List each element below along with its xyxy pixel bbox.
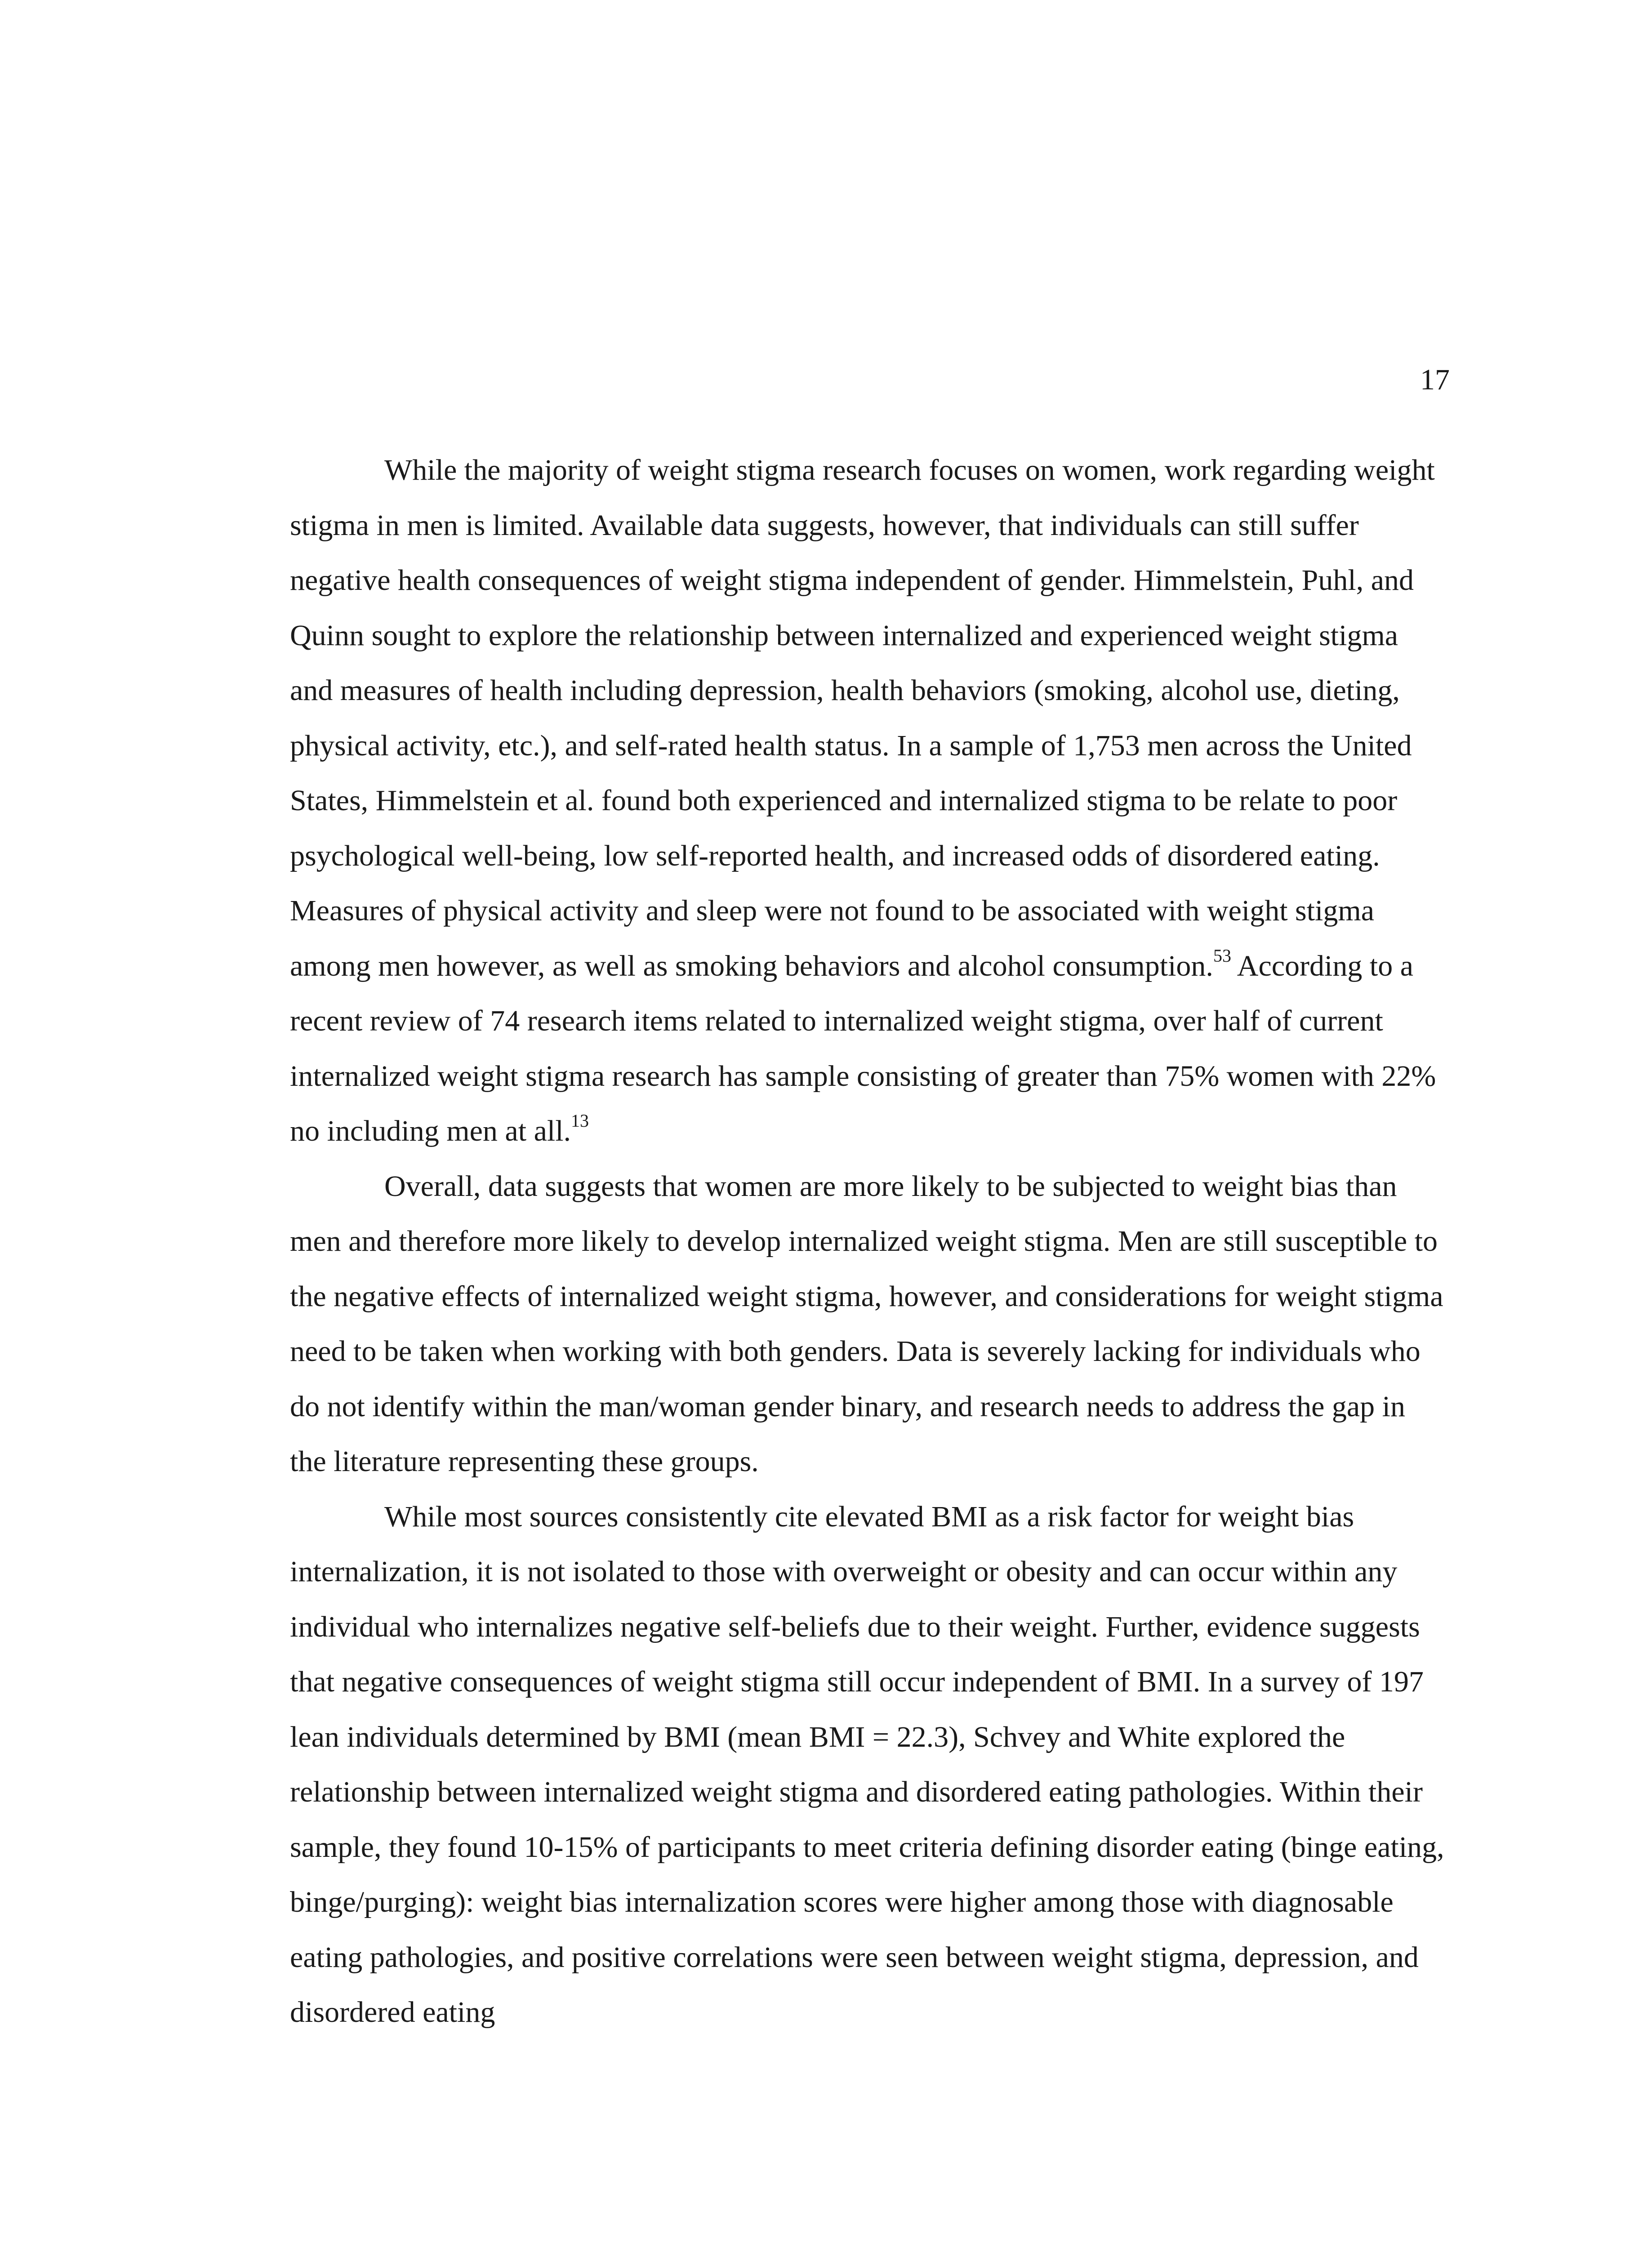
paragraph-text: While the majority of weight stigma research focuses on women, work regarding weight stigma in men is limited. Available data suggests, however, that individuals can still suffer negative health consequences of weight stigma independent of gender. Himmelstein, Puhl, and Quinn sought to explore the relationship between internalized and experienced weight stigma and measures of health including depression, health behaviors (smoking, alcohol use, dieting, physical activity, etc.), and self-rated health status. In a sample of 1,753 men across the United States, Himmelstein et al. found both experienced and internalized stigma to be relate to poor psychological well-being, low self-reported health, and increased odds of disordered eating. Measures of physical activity and sleep were not found to be associated with weight stigma among men however, as well as smoking behaviors and alcohol consumption. (290, 454, 1435, 982)
citation-superscript: 53 (1213, 945, 1231, 966)
paragraph-men-weight-stigma (290, 443, 1447, 1159)
paragraph-gender-summary: Overall, data suggests that women are more likely to be subjected to weight bias than men and therefore more likely to develop internalized weight stigma. Men are still susceptible to the negative effects of internalized weight stigma, however, and considerations for weight stigma need to be taken when working with both genders. Data is severely lacking for individuals who do not identify within the man/woman gender binary, and research needs to address the gap in the literature representing these groups. (290, 1169, 1443, 1478)
paragraph-bmi-internalization: While most sources consistently cite elevated BMI as a risk factor for weight bias internalization, it is not isolated to those with overweight or obesity and can occur within any individual who internalizes negative self-beliefs due to their weight. Further, evidence suggests that negative consequences of weight stigma still occur independent of BMI. In a survey of 197 lean individuals determined by BMI (mean BMI = 22.3), Schvey and White explored the relationship between internalized weight stigma and disordered eating pathologies. Within their sample, they found 10-15% of participants to meet criteria defining disorder eating (binge eating, binge/purging): weight bias internalization scores were higher among those with diagnosable eating pathologies, and positive correlations were seen between weight stigma, depression, and disordered eating (290, 1500, 1444, 2029)
page-number: 17 (1420, 363, 1450, 396)
body-text (290, 443, 1447, 2040)
citation-superscript: 13 (571, 1111, 589, 1131)
paragraph-text: According to a recent review of 74 research items related to internalized weight stigma, over half of current internalized weight stigma research has sample consisting of greater than 75% women with 22% no including men at all. (290, 949, 1436, 1147)
